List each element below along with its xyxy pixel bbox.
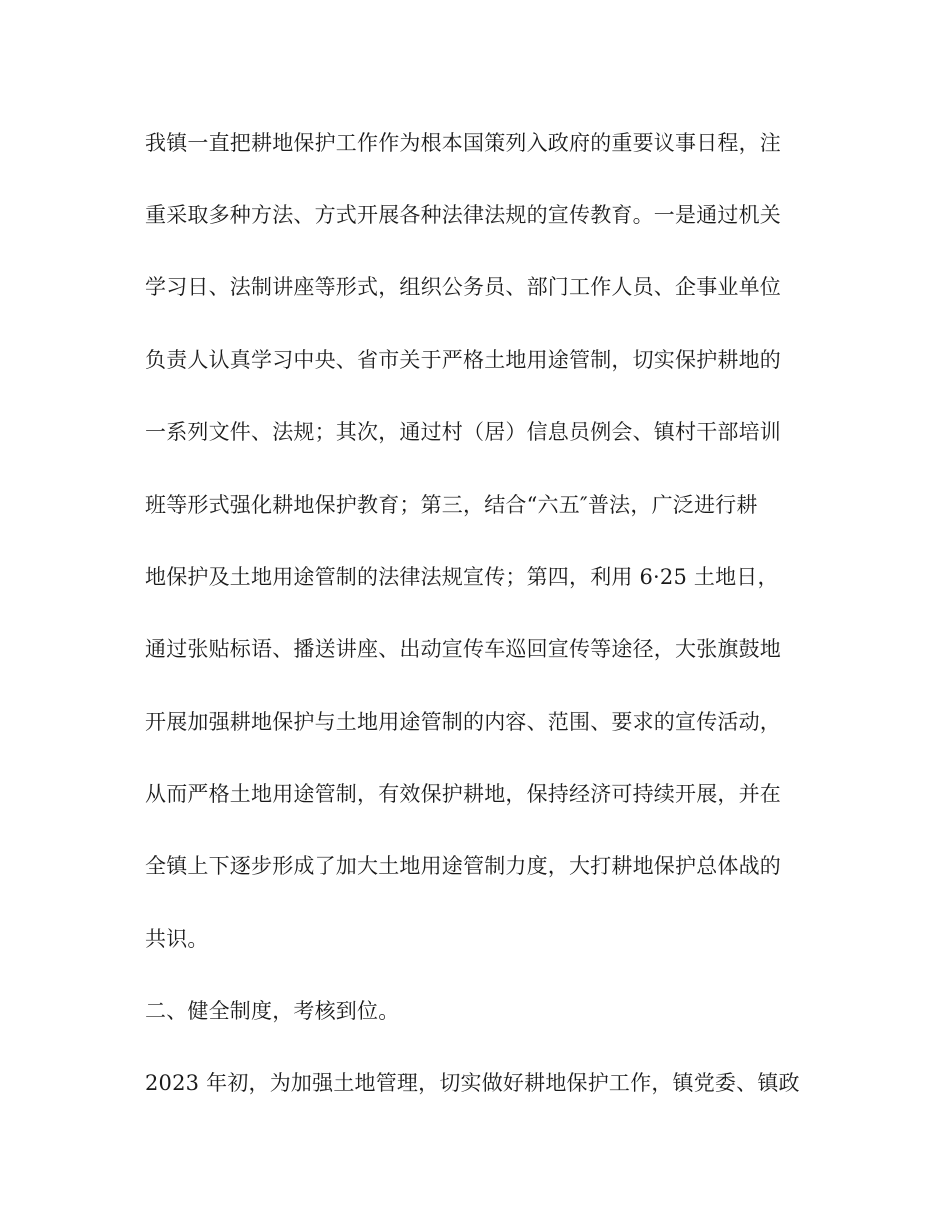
paragraph-line: 一系列文件、法规；其次，通过村（居）信息员例会、镇村干部培训 [145, 420, 781, 444]
paragraph-line: 重采取多种方法、方式开展各种法律法规的宣传教育。一是通过机关 [145, 203, 781, 227]
paragraph-line: 开展加强耕地保护与土地用途管制的内容、范围、要求的宣传活动， [145, 710, 781, 734]
paragraph-line: 2023 年初，为加强土地管理，切实做好耕地保护工作，镇党委、镇政 [145, 1071, 800, 1095]
paragraph-line: 全镇上下逐步形成了加大土地用途管制力度，大打耕地保护总体战的 [145, 854, 781, 878]
paragraph-line: 通过张贴标语、播送讲座、出动宣传车巡回宣传等途径，大张旗鼓地 [145, 637, 781, 661]
paragraph-line: 我镇一直把耕地保护工作作为根本国策列入政府的重要议事日程，注 [145, 131, 781, 155]
section-heading: 二、健全制度，考核到位。 [145, 999, 400, 1023]
paragraph-line: 共识。 [145, 927, 209, 951]
paragraph-line: 负责人认真学习中央、省市关于严格土地用途管制，切实保护耕地的 [145, 348, 781, 372]
paragraph-line: 学习日、法制讲座等形式，组织公务员、部门工作人员、企事业单位 [145, 275, 781, 299]
paragraph-line: 从而严格土地用途管制，有效保护耕地，保持经济可持续开展，并在 [145, 782, 781, 806]
paragraph-line: 班等形式强化耕地保护教育；第三，结合“六五″普法，广泛进行耕 [145, 493, 758, 517]
paragraph-line: 地保护及土地用途管制的法律法规宣传；第四，利用 6·25 土地日， [145, 565, 779, 589]
